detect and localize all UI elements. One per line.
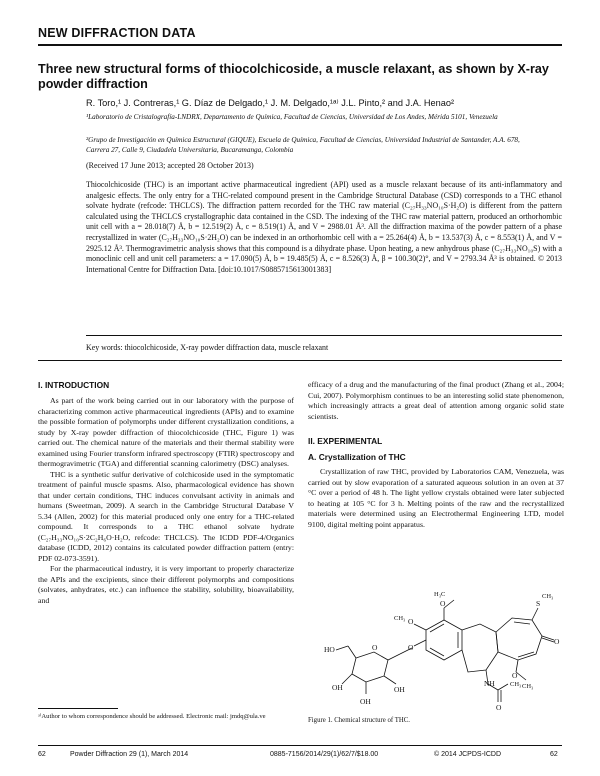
label-s: S [536,599,541,608]
figure-caption: Figure 1. Chemical structure of THC. [308,717,410,724]
aromatic-ring [414,600,462,660]
intro-paragraph-1: As part of the work being carried out in our laboratory with the purpose of characterizing common active pharmaceutical ingredients (APIs) and to examine the possible formation of polymorphs under different crystallization conditions, a study by X-ray powder diffraction of thiocolchicoside (THC, Figure 1) was carried out. The chemical nature of the materials and their thermal stability were examined using Fourier transform infrared spectroscopy (FTIR) spectroscopy and thermogravimetric (TGA) and differential scanning calorimetry (DSC) analyses. [38,396,294,468]
abstract: Thiocolchicoside (THC) is an important active pharmaceutical ingredient (API) used as a muscle relaxant because of its anti-inflammatory and analgesic effects. The only entry for a THC-related compound present in the Cambridge Structural Database (CSD) corresponds to a THC ethanol solvate hydrate (refcode: THCLCS). The diffraction pattern recorded for the THC raw material (C₂₇H₃₃NO₁₀S·H₂O) is different from the pattern calculated using the THCLCS crystallographic data contained in the CSD. The indexing of the THC raw material pattern, produced an orthorhombic unit cell with a = 28.018(7) Å, b = 12.519(2) Å, c = 8.519(1) Å, and V = 2988.01 Å³. All the diffraction maxima of the powder pattern of a phase recrystallized in water (C₂₇H₃₃NO₁₀S·2H₂O) can be indexed in an orthorhombic cell with a = 25.264(4) Å, b = 13.537(3) Å, c = 8.553(1) Å, and V = 2925.12 Å³. Thermogravimetric analysis shows that this compound is a dihydrate phase. Upon heating, a new anhydrous phase (C₂₇H₃₃NO₁₀S) with a monoclinic cell and unit cell parameters: a = 17.090(5) Å, b = 19.485(5) Å, c = 8.526(3) Å, β = 100.30(2)°, and V = 2793.34 Å³ is obtained. © 2013 International Centre for Diffraction Data. [doi:10.1017/S0885715613001383] [86,180,562,274]
footnote: ᵃ⁾Author to whom correspondence should be addressed. Electronic mail: jmdq@ula.ve [38,713,266,720]
header-rule [38,44,562,46]
label-ch3-methoxy: CH₃ [522,683,534,690]
page-number-left: 62 [38,751,46,758]
label-oh-1: OH [332,683,343,692]
label-o-amide: O [496,703,502,712]
label-oh-3: OH [394,685,405,694]
label-o-methoxy3: O [512,671,518,680]
issn-line: 0885-7156/2014/29(1)/62/7/$18.00 [270,751,379,758]
crystallization-subheading: A. Crystallization of THC [308,452,406,462]
affiliation-2: ²Grupo de Investigación en Química Estructural (GIQUE), Escuela de Química, Facultad de Ciencias, Universidad Industrial de Santander, A.A. 678, Carrera 27, Calle 9, Ciudadela Universitaria, Bucaramanga, Colombia [86,136,520,154]
label-h3c: H₃C [434,591,446,598]
right-paragraph-1: efficacy of a drug and the manufacturing of the final product (Zhang et al., 2004; Cui, 2007). Polymorphism continues to be an interesting solid state phenomenon, which increasingly attracts a great deal of attention among organic solid state scientists. [308,380,564,421]
seven-ring-b [462,624,508,702]
label-o-ring: O [372,643,378,652]
journal-citation: Powder Diffraction 29 (1), March 2014 [70,751,189,758]
intro-paragraph-2: THC is a synthetic sulfur derivative of colchicoside used in the symptomatic treatment of painful muscle spasms. Also, pharmacological evidence has shown that under certain conditions, THC induces convulsant activity in animals and humans (Sweetman, 2009). A search in the Cambridge Structural Database V 5.34 (Allen, 2002) for this material produced only one entry for a THC-related compound. It corresponds to a THC ethanol solvate hydrate (C₂₇H₃₃NO₁₀S·2C₂H₆O·H₂O, refcode: THCLCS). The ICDD PDF-4/Organics database (ICDD, 2012) contains its calculated powder diffraction pattern (entry: PDF 02-073-3591). [38,469,294,563]
experimental-paragraph-1: Crystallization of raw THC, provided by Laboratorios CAM, Venezuela, was carried out by slow evaporation of a saturated aqueous solution in an oven at 37 °C over a period of 48 h. The light yellow crystals obtained were later subjected to heating at 105 °C for 3 h. Melting points of the raw and the recrystallized materials were determined using an Electrothermal Engineering LTD, model 9100, digital melting point apparatus. [308,467,564,529]
affiliation-1: ¹Laboratorio de Cristalografía-LNDRX, Departamento de Química, Facultad de Ciencias, Universidad de Los Andes, Mérida 5101, Venezuela [86,113,498,121]
received-dates: (Received 17 June 2013; accepted 28 October 2013) [86,161,254,170]
abstract-rule [86,335,562,336]
thc-structure-figure [316,580,562,712]
section-header: NEW DIFFRACTION DATA [38,26,196,40]
experimental-heading: II. EXPERIMENTAL [308,436,383,446]
tropolone-ring-c [496,608,554,680]
label-oh-2: OH [360,697,371,706]
right-column [308,380,564,530]
label-o-ketone: O [554,637,560,646]
label-ho: HO [324,645,335,654]
label-ch3-amide: CH₃ [510,681,522,688]
label-o-glyc: O [408,643,414,652]
label-o-methoxy1: O [440,599,446,608]
article-title: Three new structural forms of thiocolchicoside, a muscle relaxant, as shown by X-ray powder diffraction [38,62,549,91]
left-column [38,380,294,606]
label-ch3-top: CH₃ [394,615,406,622]
label-ch3-s: CH₃ [542,593,554,600]
keywords-rule [38,360,562,361]
intro-heading: I. INTRODUCTION [38,380,110,390]
label-o-methoxy2: O [408,617,414,626]
page-number-right: 62 [550,751,558,758]
copyright: © 2014 JCPDS-ICDD [434,751,502,758]
label-nh: NH [484,679,495,688]
intro-paragraph-3: For the pharmaceutical industry, it is very important to properly characterize the APIs and the excipients, since their different polymorphs and compositions (solvates, anhydrates, etc.) can influence the stability, solubility, bioavailability, and [38,564,294,605]
author-list: R. Toro,¹ J. Contreras,¹ G. Díaz de Delgado,¹ J. M. Delgado,¹ᵃ⁾ J.L. Pinto,² and J.A. Henao² [86,98,455,108]
keywords: Key words: thiocolchicoside, X-ray powder diffraction data, muscle relaxant [86,343,329,352]
footer-rule [38,745,562,746]
footnote-rule [38,708,118,709]
